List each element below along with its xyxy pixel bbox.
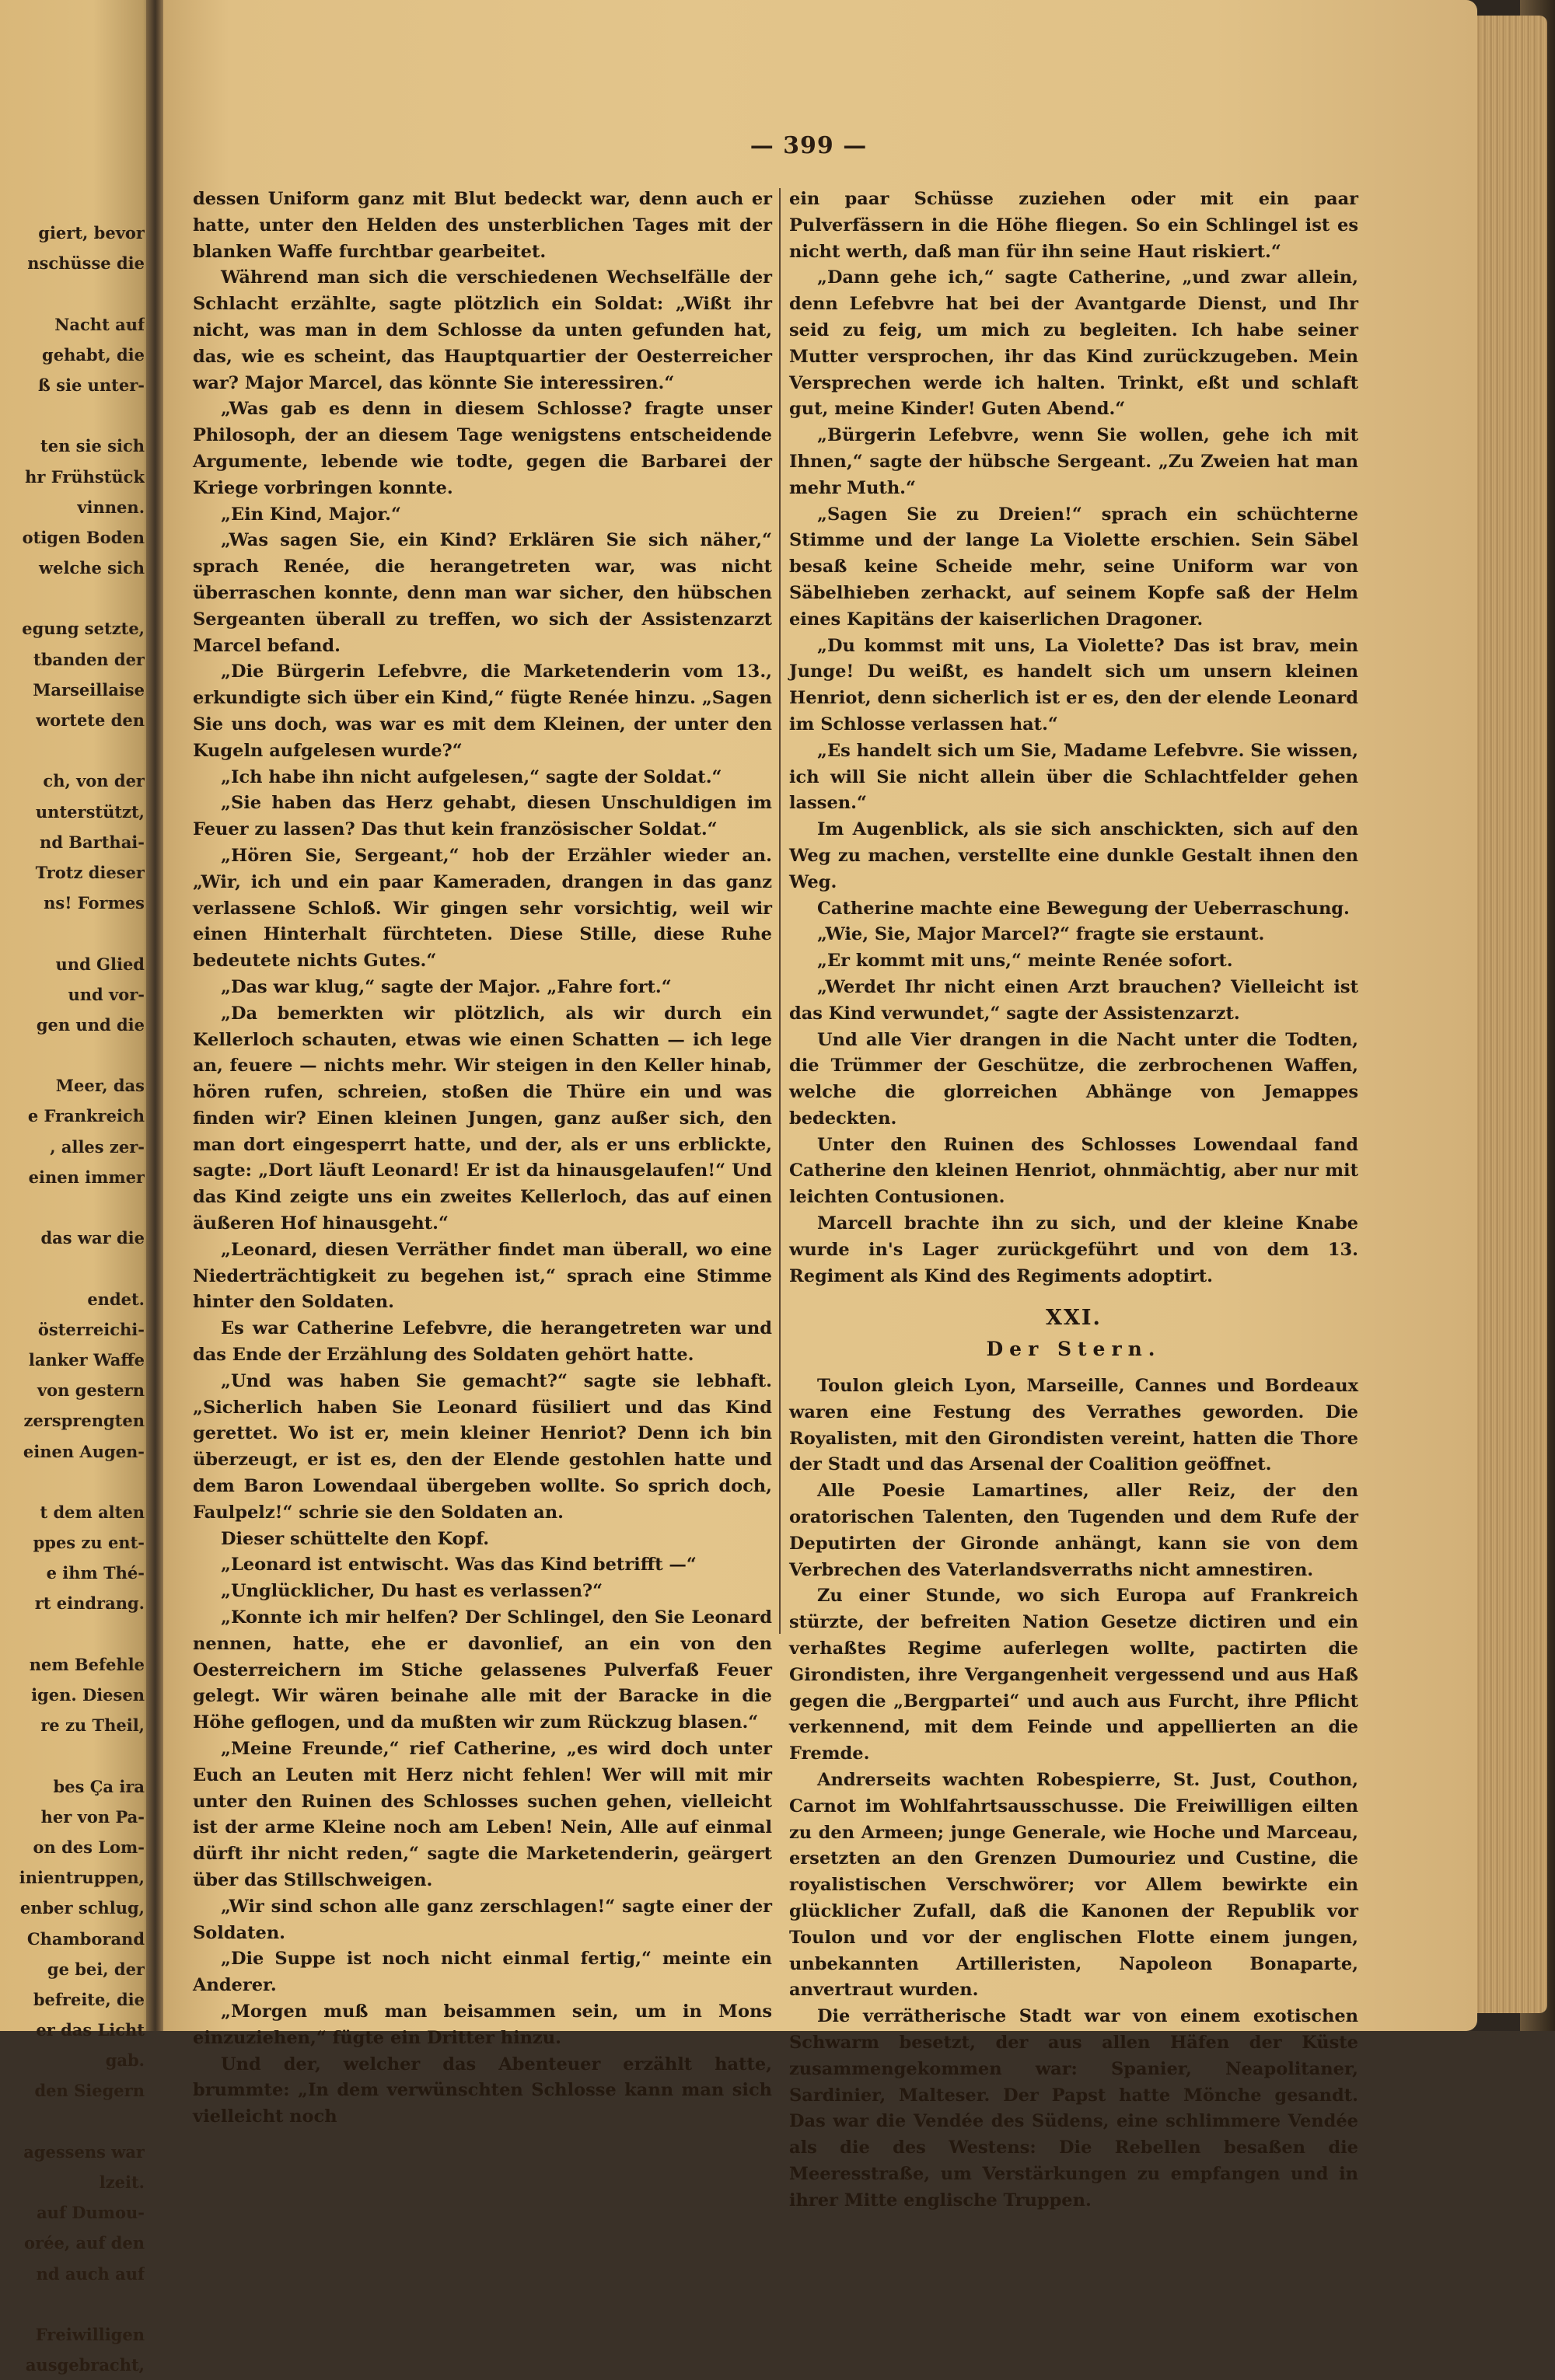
left-page-line: und Glied: [55, 954, 145, 974]
paragraph: Während man sich die verschiedenen Wechselfälle der Schlacht erzählte, sagte plötzlich ein Soldat: „Wißt ihr nicht, was man in dem Schlosse da unten gefunden hat, das, wie es scheint, das Hauptquartier der Oesterreicher war? Major Marcel, das könnte Sie interessiren.“: [193, 267, 772, 393]
left-page-line: nd auch auf: [36, 2263, 145, 2284]
paragraph: Andrerseits wachten Robespierre, St. Just, Couthon, Carnot im Wohlfahrtsausschusse. Die Freiwilligen eilten zu den Armeen; junge Generale, wie Hoche und Marceau, ersetzten an den Grenzen Dumouriez und Custine, die royalistischen Verschwörer; vor Allem bewirkte ein glücklicher Zufall, daß die Kanonen der Republik vor Toulon und vor der englischen Flotte einem jungen, unbekannten Artilleristen, Napoleon Bonaparte, anvertraut wurden.: [789, 1770, 1358, 2001]
chapter-number: XXI.: [1046, 1306, 1102, 1331]
left-page-line: befreite, die: [33, 1989, 145, 2009]
paragraph: „Morgen muß man beisammen sein, um in Mons einzuziehen,“ fügte ein Dritter hinzu.: [193, 2001, 772, 2048]
left-page-line: ten sie sich: [40, 436, 145, 456]
left-page-line: ß sie unter-: [37, 375, 145, 395]
paragraph: „Unglücklicher, Du hast es verlassen?“: [221, 1581, 603, 1602]
paragraph: dessen Uniform ganz mit Blut bedeckt war, denn auch er hatte, unter den Helden des unsterblichen Tages mit der blanken Waffe furchtbar gearbeitet.: [193, 189, 772, 262]
paragraph: „Hören Sie, Sergeant,“ hob der Erzähler wieder an. „Wir, ich und ein paar Kameraden, drangen in das ganz verlassene Schloß. Wir gingen sehr vorsichtig, weil wir einen Hinterhalt fürchteten. Diese Stille, diese Ruhe bedeutete nichts Gutes.“: [193, 845, 772, 972]
left-page-line: nd Barthai-: [40, 832, 145, 852]
paragraph: Zu einer Stunde, wo sich Europa auf Frankreich stürzte, der befreiten Nation Gesetze dictiren und ein verhaßtes Regime auferlegen wollte, pactirten die Girondisten, ihre Vergangenheit vergessend und aus Haß gegen die „Bergpartei“ und auch aus Furcht, ihre Pflicht verkennend, mit dem Feinde und appellierten an die Fremde.: [789, 1586, 1358, 1764]
left-page-line: einen Augen-: [23, 1441, 145, 1461]
left-page-line: [0, 2106, 145, 2137]
left-page-line: endet.: [87, 1289, 145, 1309]
left-page-line: ns! Formes: [44, 893, 145, 913]
paragraph: „Du kommst mit uns, La Violette? Das ist brav, mein Junge! Du weißt, es handelt sich um unsern kleinen Henriot, denn sicherlich ist er es, den der elende Leonard im Schlosse verlassen hat.“: [789, 635, 1358, 735]
page-number: — 399 —: [750, 132, 868, 159]
paragraph: Dieser schüttelte den Kopf.: [221, 1528, 490, 1549]
paragraph: „Dann gehe ich,“ sagte Catherine, „und zwar allein, denn Lefebvre hat bei der Avantgarde Dienst, und Ihr seid zu feig, um mich zu begleiten. Ich habe seiner Mutter versprochen, ihr das Kind zurückzugeben. Mein Versprechen werde ich halten. Trinkt, eßt und schlaft gut, meine Kinder! Guten Abend.“: [789, 267, 1358, 420]
left-page-line: , alles zer-: [50, 1136, 145, 1157]
paragraph: ein paar Schüsse zuziehen oder mit ein paar Pulverfässern in die Höhe fliegen. So ein Schlingel ist es nicht werth, daß man für ihn seine Haut riskiert.“: [789, 189, 1358, 262]
paragraph: „Die Suppe ist noch nicht einmal fertig,“ meinte ein Anderer.: [193, 1949, 772, 1996]
paragraph: Es war Catherine Lefebvre, die herangetreten war und das Ende der Erzählung des Soldaten gehört hatte.: [193, 1318, 772, 1366]
left-page-line: enber schlug,: [19, 1898, 145, 1918]
left-page-line: [0, 1740, 145, 1771]
paragraph: Und der, welcher das Abenteuer erzählt hatte, brummte: „In dem verwünschten Schlosse kann man sich vielleicht noch: [193, 2054, 772, 2127]
left-page-line: [0, 2289, 145, 2319]
left-page-line: otigen Boden: [22, 527, 145, 547]
left-page-line: [0, 1619, 145, 1649]
left-page-line: vinnen.: [77, 497, 145, 517]
paragraph: Toulon gleich Lyon, Marseille, Cannes und Bordeaux waren eine Festung des Verrathes geworden. Die Royalisten, mit den Girondisten vereint, hatten die Thore der Stadt und das Arsenal der Coalition geöffnet.: [789, 1376, 1358, 1475]
paragraph: „Er kommt mit uns,“ meinte Renée sofort.: [817, 951, 1233, 972]
left-page-line: ch, von der: [43, 771, 145, 791]
left-page-line: nschüsse die: [27, 253, 145, 274]
left-page-text-fragments: [0, 218, 145, 2380]
paragraph: „Da bemerkten wir plötzlich, als wir durch ein Kellerloch schauten, etwas wie einen Schatten — ich lege an, feuere — nichts mehr. Wir steigen in den Keller hinab, hören rufen, schreien, stoßen die Thüre ein und was finden wir? Einen kleinen Jungen, ganz außer sich, den man dort eingesperrt hatte, und der, als er uns erblickte, sagte: „Dort läuft Leonard! Er ist da hinausgelaufen!“ Und das Kind zeigte uns ein zweites Kellerloch, das auf einen äußeren Hof hinausgeht.“: [193, 1003, 772, 1234]
left-page-line: gab.: [105, 2050, 145, 2071]
left-page-line: ausgebracht,: [25, 2355, 145, 2375]
left-page-line: e ihm Thé-: [46, 1563, 145, 1583]
paragraph: „Das war klug,“ sagte der Major. „Fahre fort.“: [221, 976, 672, 997]
left-page-line: igen. Diesen: [31, 1685, 145, 1705]
paragraph: Marcell brachte ihn zu sich, und der kleine Knabe wurde in's Lager zurückgeführt und von dem 13. Regiment als Kind des Regiments adoptirt.: [789, 1213, 1358, 1286]
text-column-right: [789, 187, 1358, 2214]
paragraph: „Ich habe ihn nicht aufgelesen,“ sagte der Soldat.“: [221, 766, 722, 787]
paragraph: Unter den Ruinen des Schlosses Lowendaal fand Catherine den kleinen Henriot, ohnmächtig, aber nur mit leichten Contusionen.: [789, 1134, 1358, 1208]
paragraph: „Die Bürgerin Lefebvre, die Marketenderin vom 13., erkundigte sich über ein Kind,“ fügte Renée hinzu. „Sagen Sie uns doch, was war es mit dem Kleinen, der unter den Kugeln aufgelesen wurde?“: [193, 661, 772, 761]
paragraph: „Bürgerin Lefebvre, wenn Sie wollen, gehe ich mit Ihnen,“ sagte der hübsche Sergeant. „Zu Zweien hat man mehr Muth.“: [789, 425, 1358, 498]
left-page-line: egung setzte,: [22, 619, 145, 639]
left-page-line: nem Befehle: [29, 1654, 145, 1674]
paragraph: Im Augenblick, als sie sich anschickten, sich auf den Weg zu machen, verstellte eine dunkle Gestalt ihnen den Weg.: [789, 819, 1358, 892]
paragraph: „Werdet Ihr nicht einen Arzt brauchen? Vielleicht ist das Kind verwundet,“ sagte der Assistenzarzt.: [789, 976, 1358, 1024]
left-page-line: [0, 1253, 145, 1283]
left-page-line: er das Licht: [36, 2020, 145, 2040]
left-page-line: von gestern: [37, 1380, 145, 1401]
left-page-line: Chamborand: [26, 1928, 145, 1949]
left-page-line: lzeit.: [99, 2172, 145, 2192]
left-page-line: unterstützt,: [35, 801, 145, 822]
left-page-line: zersprengten: [23, 1411, 145, 1431]
paragraph: „Leonard, diesen Verräther findet man überall, wo eine Niederträchtigkeit zu begehen ist,“ sprach eine Stimme hinter den Soldaten.: [193, 1239, 772, 1313]
left-page-line: orée, auf den: [24, 2233, 145, 2253]
left-page-line: [0, 735, 145, 766]
left-page-line: [0, 918, 145, 948]
left-page-line: inientruppen,: [19, 1868, 145, 1888]
paragraph: Die verrätherische Stadt war von einem exotischen Schwarm besetzt, der aus allen Häfen der Küste zusammengekommen war: Spanier, Neapolitaner, Sardinier, Malteser. Der Papst hatte Mönche gesandt. Das war die Vendée des Südens, eine schlimmere Vendée als die des Westens: Die Rebellen besaßen die Meeresstraße, um Verstärkungen zu empfangen und in ihrer Mitte englische Truppen.: [789, 2006, 1358, 2211]
paragraph: „Wir sind schon alle ganz zerschlagen!“ sagte einer der Soldaten.: [193, 1896, 772, 1943]
left-page-line: Freiwilligen: [35, 2324, 145, 2344]
left-page-line: on des Lom-: [33, 1837, 145, 1857]
paragraph: Catherine machte eine Bewegung der Ueberraschung.: [817, 898, 1350, 919]
left-page-line: einen immer: [28, 1167, 145, 1187]
left-page-line: österreichi-: [37, 1319, 145, 1339]
paragraph: „Sie haben das Herz gehabt, diesen Unschuldigen im Feuer zu lassen? Das thut kein französischer Soldat.“: [193, 793, 772, 840]
left-page-line: [0, 1192, 145, 1223]
paragraph: „Es handelt sich um Sie, Madame Lefebvre. Sie wissen, ich will Sie nicht allein über die Schlachtfelder gehen lassen.“: [789, 740, 1358, 814]
paragraph: „Und was haben Sie gemacht?“ sagte sie lebhaft. „Sicherlich haben Sie Leonard füsiliert und das Kind gerettet. Wo ist er, mein kleiner Henriot? Denn ich bin überzeugt, er ist es, den der Elende gestohlen hatte und dem Baron Lowendaal übergeben wollte. So sprich doch, Faulpelz!“ schrie sie den Soldaten an.: [193, 1370, 772, 1523]
column-divider: [779, 188, 781, 1634]
left-page-line: Nacht auf: [54, 314, 145, 334]
paragraph: „Leonard ist entwischt. Was das Kind betrifft —“: [221, 1555, 697, 1576]
left-page-line: gen und die: [36, 1014, 145, 1035]
left-page-line: rt eindrang.: [34, 1593, 145, 1614]
left-page-line: Trotz dieser: [35, 862, 145, 882]
left-page-line: [0, 278, 145, 309]
column-right-paragraphs-after: [789, 1373, 1358, 2214]
left-page-line: her von Pa-: [40, 1806, 145, 1827]
paragraph: „Was sagen Sie, ein Kind? Erklären Sie sich näher,“ sprach Renée, die herangetreten war, was nicht überraschen konnte, denn man war sicher, den hübschen Sergeanten überall zu treffen, wo sich der Assistenzarzt Marcel befand.: [193, 530, 772, 656]
left-page-line: t dem alten: [40, 1502, 145, 1522]
left-page-line: ge bei, der: [47, 1959, 145, 1979]
left-page-line: gehabt, die: [42, 344, 145, 365]
paragraph: Und alle Vier drangen in die Nacht unter die Todten, die Trümmer der Geschütze, die zerbrochenen Waffen, welche die glorreichen Abhänge von Jemappes bedeckten.: [789, 1029, 1358, 1129]
left-page-line: Marseillaise: [33, 679, 145, 700]
paragraph: Alle Poesie Lamartines, aller Reiz, der den oratorischen Talenten, den Tugenden und dem Rufe der Deputirten der Gironde anhängt, kann sie von dem Verbrechen des Vaterlandsverraths nicht amnestiren.: [789, 1481, 1358, 1580]
left-page-line: lanker Waffe: [28, 1349, 145, 1370]
left-page-line: bes Ça ira: [53, 1776, 145, 1796]
text-column-left: [193, 187, 772, 2130]
chapter-title: Der Stern.: [986, 1338, 1162, 1361]
left-page-line: hr Frühstück: [25, 466, 145, 487]
paragraph: „Ein Kind, Major.“: [221, 504, 401, 525]
left-page-line: ppes zu ent-: [33, 1533, 145, 1553]
paragraph: „Konnte ich mir helfen? Der Schlingel, den Sie Leonard nennen, hatte, ehe er davonlief, an ein von den Oesterreichern im Stiche gelassenes Pulverfaß Feuer gelegt. Wir wären beinahe alle mit der Baracke in die Höhe geflogen, und da mußten wir zum Rückzug blasen.“: [193, 1607, 772, 1733]
left-page-line: welche sich: [39, 558, 145, 578]
left-page-line: giert, bevor: [38, 223, 145, 243]
left-page-line: und vor-: [68, 984, 145, 1004]
left-page-line: [0, 583, 145, 613]
paragraph: „Meine Freunde,“ rief Catherine, „es wird doch unter Euch an Leuten mit Herz nicht fehlen! Wer will mit mir unter den Ruinen des Schlosses suchen gehen, vielleicht ist der arme Kleine noch am Leben! Nein, Alle auf einmal dürft ihr nicht reden,“ sagte die Marketenderin, geärgert über das Stillschweigen.: [193, 1739, 772, 1890]
paragraph: „Wie, Sie, Major Marcel?“ fragte sie erstaunt.: [817, 924, 1265, 945]
left-page-line: re zu Theil,: [40, 1715, 145, 1736]
left-page-line: agessens war: [23, 2141, 145, 2162]
left-page-line: das war die: [40, 1228, 145, 1248]
left-page-line: wortete den: [36, 710, 145, 730]
left-page-line: auf Dumou-: [37, 2203, 145, 2223]
paragraph: „Sagen Sie zu Dreien!“ sprach ein schüchterne Stimme und der lange La Violette erschien. Sein Säbel besaß keine Scheide mehr, seine Uniform war von Säbelhieben zerhackt, auf seinem Kopfe saß der Helm eines Kapitäns der kaiserlichen Dragoner.: [789, 504, 1358, 630]
paragraph: „Was gab es denn in diesem Schlosse? fragte unser Philosoph, der an diesem Tage wenigstens entscheidende Argumente, lebende wie todte, gegen die Barbarei der Kriege vorbringen konnte.: [193, 399, 772, 498]
left-page-line: den Siegern: [34, 2081, 145, 2101]
left-page-line: [0, 1040, 145, 1070]
left-page-line: Meer, das: [55, 1076, 145, 1096]
column-right-paragraphs-before: [789, 187, 1358, 1289]
left-page-line: [0, 1467, 145, 1497]
left-page-line: [0, 400, 145, 431]
left-page-line: tbanden der: [33, 649, 145, 669]
left-page-line: e Frankreich: [27, 1106, 145, 1126]
